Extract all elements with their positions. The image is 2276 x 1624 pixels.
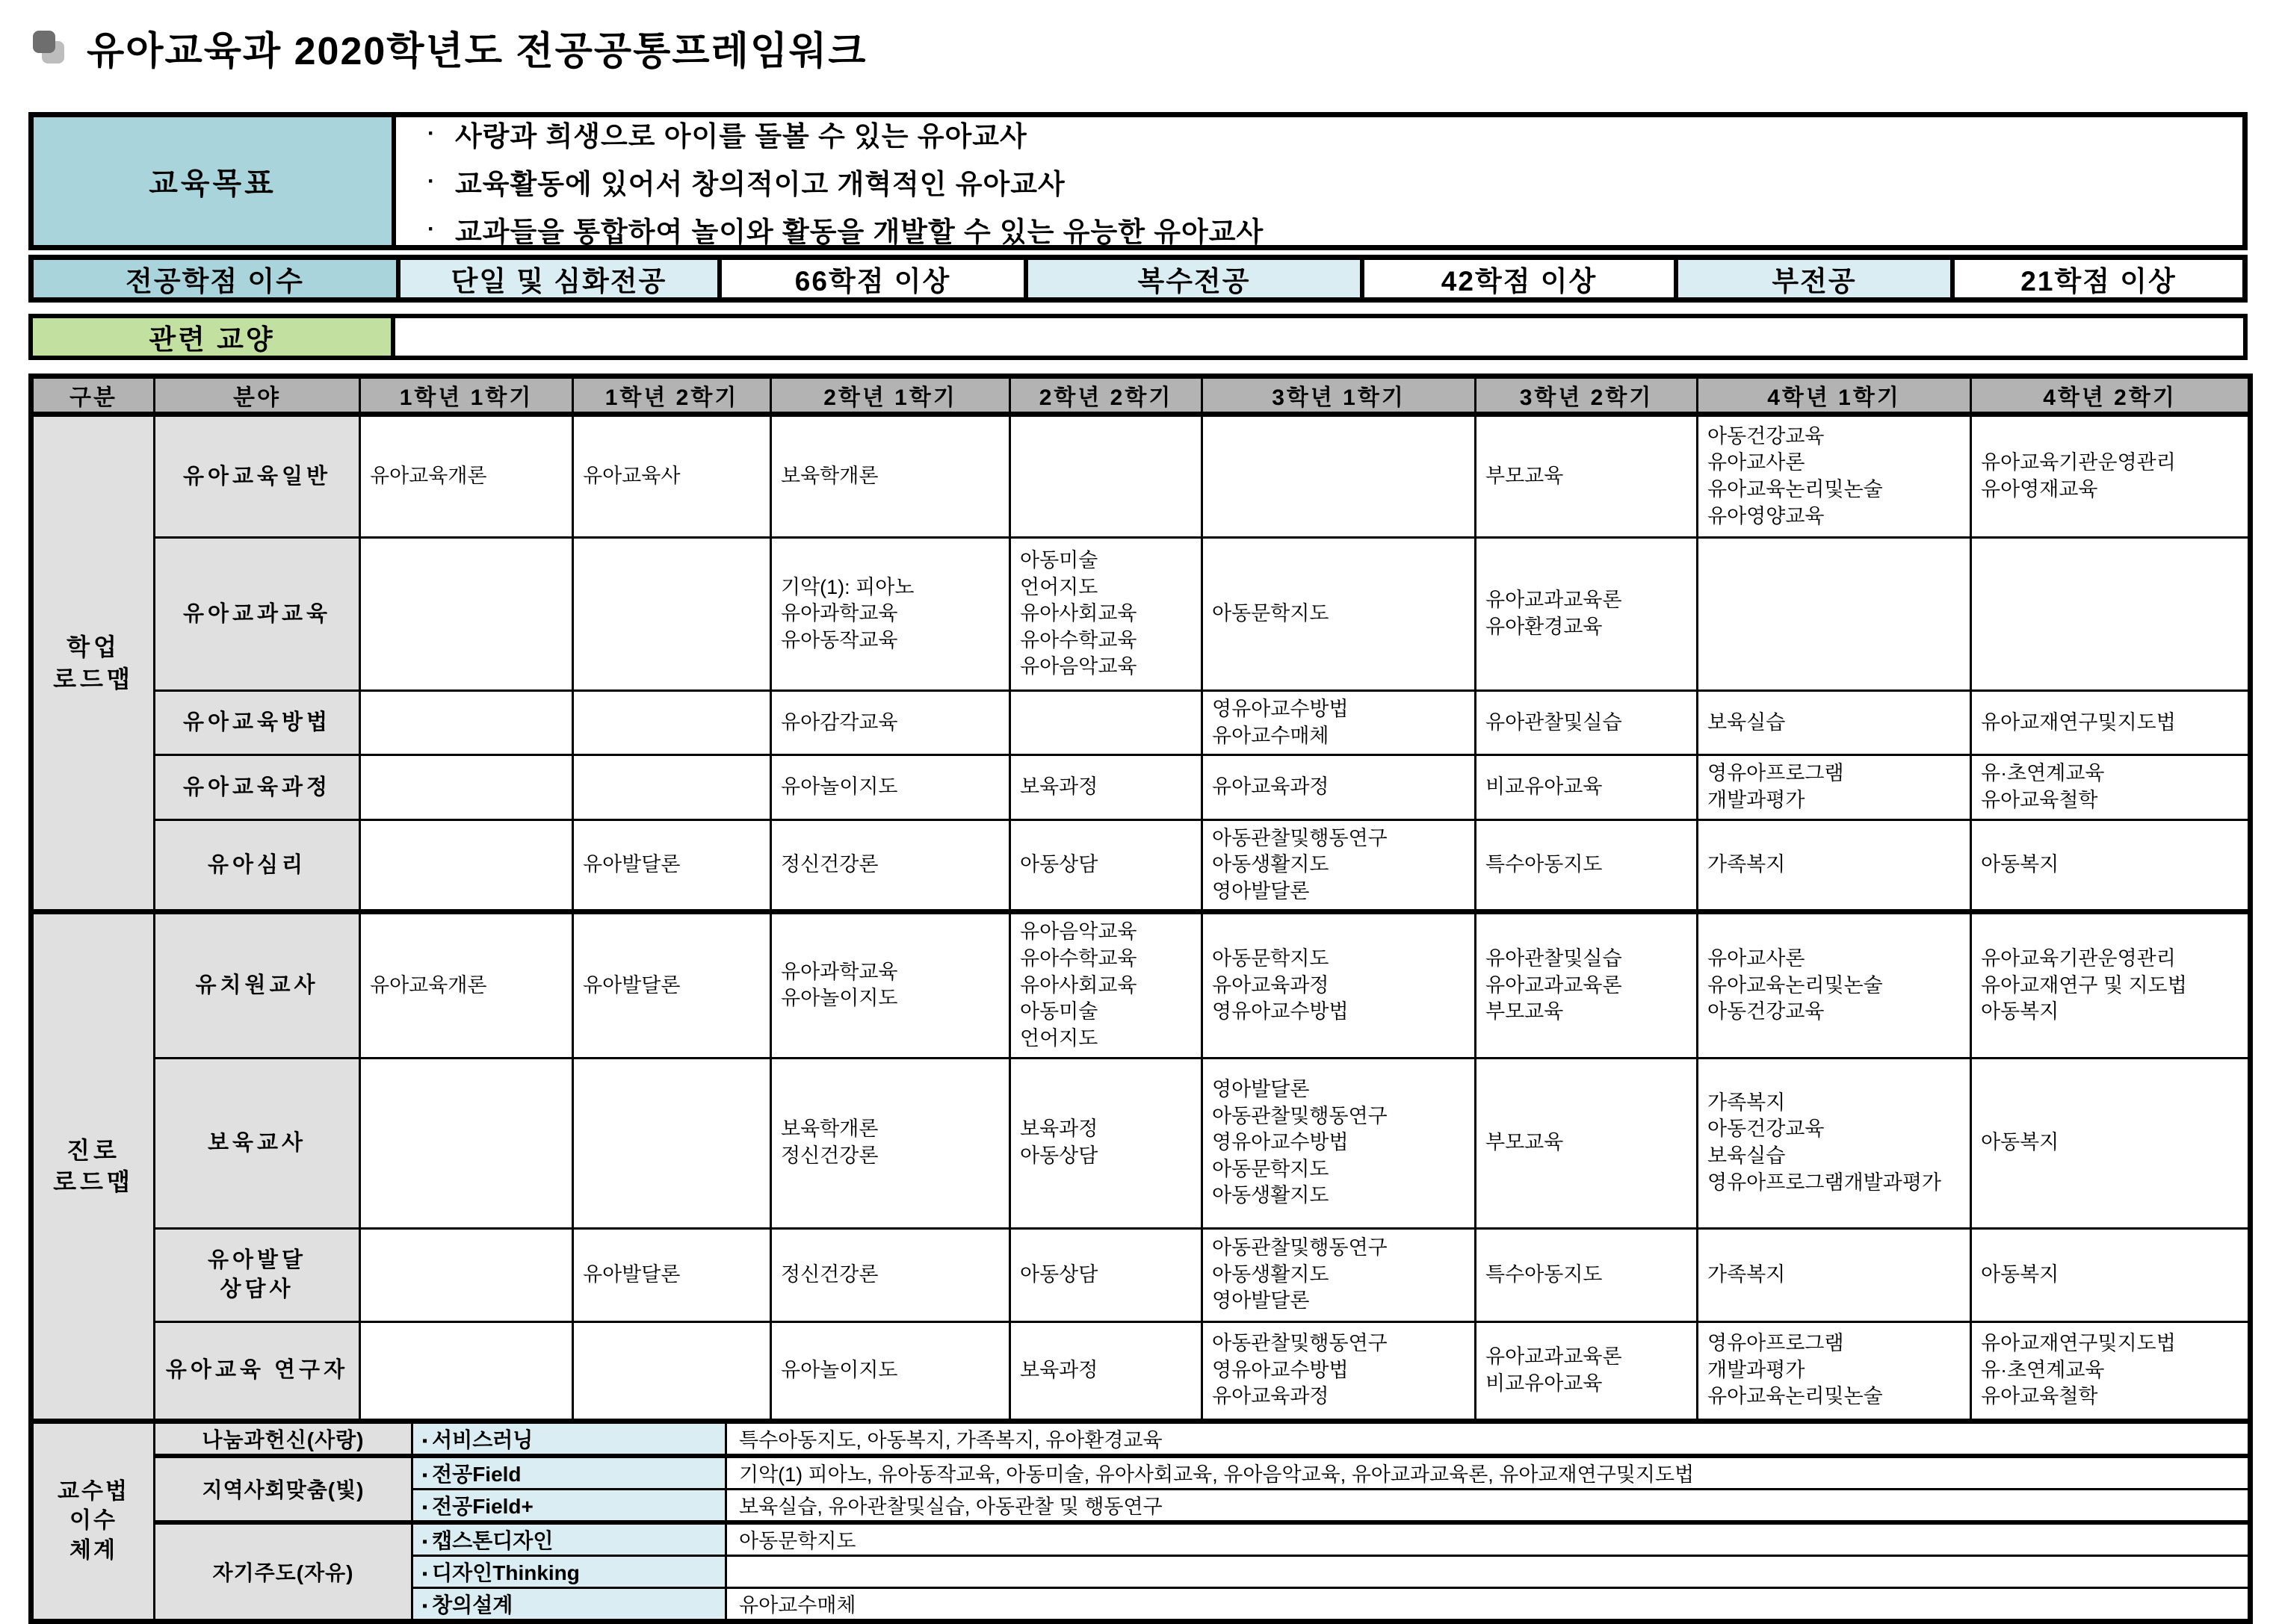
methods-category-cell: 나눔과헌신(사랑)	[155, 1421, 412, 1456]
semester-course-cell	[1202, 912, 1476, 1058]
method-name-cell	[412, 1587, 726, 1621]
field-label-cell	[155, 912, 360, 1058]
course-line: 부모교육	[1485, 465, 1564, 488]
field-label-cell	[155, 538, 360, 691]
course-line: 아동복지	[1981, 1262, 2059, 1286]
group-label-line: 진로	[67, 1137, 120, 1165]
roadmap-row	[31, 691, 2251, 755]
semester-course-cell	[1476, 538, 1698, 691]
method-courses-cell: 기악(1) 피아노, 유아동작교육, 아동미술, 유아사회교육, 유아음악교육, 유아교과교육론, 유아교재연구및지도법	[726, 1456, 2251, 1490]
course-line: 유아수학교육	[1020, 628, 1137, 651]
method-name: 전공Field	[432, 1462, 522, 1486]
semester-course-cell	[573, 691, 771, 755]
course-line: 유아과학교육	[781, 602, 898, 625]
goal-text: 교과들을 통합하여 놀이와 활동을 개발할 수 있는 유능한 유아교사	[455, 216, 1264, 247]
course-line: 유아교육기관운영관리	[1981, 451, 2176, 474]
field-label-cell	[155, 755, 360, 819]
course-line: 영유아교수방법	[1212, 1358, 1349, 1381]
field-label-cell	[155, 1321, 360, 1421]
goal-bullet-icon: ·	[427, 120, 436, 146]
semester-course-cell	[360, 1058, 573, 1228]
course-line: 유아발달론	[583, 853, 681, 876]
method-name: 서비스러닝	[432, 1428, 534, 1451]
course-line: 보육과정	[1020, 1358, 1098, 1381]
related-liberal-arts-content	[395, 318, 2243, 356]
course-line: 유아교과교육론	[1485, 973, 1622, 997]
semester-course-cell	[360, 755, 573, 819]
course-line: 유아음악교육	[1020, 920, 1137, 943]
semester-course-cell	[1971, 912, 2251, 1058]
semester-course-cell	[360, 1321, 573, 1421]
course-line: 개발과평가	[1707, 788, 1805, 811]
roadmap-table-head	[31, 376, 2251, 415]
semester-course-cell	[1971, 755, 2251, 819]
semester-course-cell	[1698, 538, 1971, 691]
semester-course-cell	[1698, 1058, 1971, 1228]
field-label-line: 유아교과교육	[182, 601, 332, 626]
field-label-line: 유아교육방법	[182, 710, 332, 735]
course-line: 아동건강교육	[1707, 424, 1825, 447]
course-line: 아동미술	[1020, 1000, 1098, 1023]
semester-course-cell	[1476, 1228, 1698, 1321]
course-line: 정신건강론	[781, 1262, 879, 1286]
semester-course-cell	[360, 912, 573, 1058]
course-line: 영유아프로그램	[1707, 762, 1844, 785]
semester-course-cell	[771, 538, 1010, 691]
course-line: 유아교육과정	[1212, 775, 1329, 799]
course-line: 개발과평가	[1707, 1358, 1805, 1381]
education-goal-item	[427, 161, 2242, 202]
semester-course-cell	[771, 755, 1010, 819]
course-line: 유아놀이지도	[781, 1358, 898, 1381]
course-line: 비교유아교육	[1485, 775, 1603, 799]
method-name-cell	[412, 1522, 726, 1556]
education-goal-item	[427, 114, 2242, 154]
method-courses-cell	[726, 1555, 2251, 1587]
course-line: 유아교과교육론	[1485, 589, 1622, 612]
methods-table-body	[31, 1421, 2251, 1621]
column-header: 분야	[155, 376, 360, 415]
course-line: 아동건강교육	[1707, 1000, 1825, 1023]
semester-course-cell	[1698, 691, 1971, 755]
semester-course-cell	[1971, 1058, 2251, 1228]
course-line: 유아교육개론	[370, 465, 487, 488]
field-label-line: 유치원교사	[195, 973, 319, 998]
semester-course-cell	[360, 691, 573, 755]
column-header: 2학년 2학기	[1010, 376, 1202, 415]
course-line: 부모교육	[1485, 1131, 1564, 1154]
goal-bullet-icon: ·	[427, 216, 436, 241]
semester-course-cell	[573, 1321, 771, 1421]
methods-row	[31, 1421, 2251, 1456]
column-header: 1학년 1학기	[360, 376, 573, 415]
course-line: 보육학개론	[781, 465, 879, 488]
roadmap-row	[31, 538, 2251, 691]
semester-course-cell	[1010, 538, 1202, 691]
course-line: 기악(1): 피아노	[781, 575, 915, 598]
method-name: 전공Field+	[432, 1494, 534, 1518]
column-header: 1학년 2학기	[573, 376, 771, 415]
course-line: 유아교수매체	[1212, 724, 1329, 747]
course-line: 유·초연계교육	[1981, 762, 2105, 785]
course-line: 가족복지	[1707, 1262, 1786, 1286]
method-courses-cell: 아동문학지도	[726, 1522, 2251, 1556]
course-line: 아동건강교육	[1707, 1118, 1825, 1141]
goal-text: 교육활동에 있어서 창의적이고 개혁적인 유아교사	[455, 168, 1066, 199]
field-label-line: 상담사	[220, 1277, 294, 1301]
course-line: 유아음악교육	[1020, 655, 1137, 678]
method-courses-cell: 특수아동지도, 아동복지, 가족복지, 유아환경교육	[726, 1421, 2251, 1456]
group-label-cell	[31, 912, 155, 1421]
credits-row-label: 전공학점 이수	[34, 260, 396, 297]
semester-course-cell	[771, 1321, 1010, 1421]
major-credits-box	[28, 255, 2248, 303]
semester-course-cell	[1010, 912, 1202, 1058]
course-line: 유아교재연구및지도법	[1981, 1332, 2176, 1355]
course-line: 유아동작교육	[781, 628, 898, 651]
semester-course-cell	[771, 1228, 1010, 1321]
course-line: 유아놀이지도	[781, 987, 898, 1010]
course-line: 영아발달론	[1212, 879, 1310, 902]
method-courses-cell: 보육실습, 유아관찰및실습, 아동관찰 및 행동연구	[726, 1489, 2251, 1522]
course-line: 유아환경교육	[1485, 616, 1603, 638]
course-line: 아동생활지도	[1212, 1262, 1329, 1286]
goal-bullet-icon: ·	[427, 168, 436, 193]
credits-type-double-major: 복수전공	[1024, 260, 1360, 297]
field-label-line: 보육교사	[207, 1130, 307, 1155]
column-header: 구분	[31, 376, 155, 415]
field-label-line: 유아교육 연구자	[165, 1358, 349, 1383]
field-label-line: 유아발달	[207, 1248, 307, 1273]
course-line: 유아발달론	[583, 1262, 681, 1286]
course-line: 아동문학지도	[1212, 947, 1329, 970]
semester-course-cell	[1476, 691, 1698, 755]
roadmap-row	[31, 1058, 2251, 1228]
field-label-line: 유아교육일반	[182, 464, 332, 489]
education-goal-item	[427, 209, 2242, 250]
course-line: 유아교재연구 및 지도법	[1981, 973, 2187, 997]
semester-course-cell	[1698, 755, 1971, 819]
semester-course-cell	[1202, 1228, 1476, 1321]
semester-course-cell	[1971, 819, 2251, 912]
field-label-cell	[155, 415, 360, 538]
semester-course-cell	[573, 912, 771, 1058]
group-label-cell	[31, 415, 155, 912]
course-line: 유아교사론	[1707, 947, 1805, 970]
course-line: 아동관찰및행동연구	[1212, 1236, 1388, 1259]
roadmap-table-grid	[28, 374, 2253, 1424]
methods-category-cell: 자기주도(자유)	[155, 1522, 412, 1622]
course-line: 언어지도	[1020, 575, 1098, 598]
related-liberal-arts-box	[28, 314, 2248, 360]
semester-course-cell	[1202, 1321, 1476, 1421]
semester-course-cell	[1202, 755, 1476, 819]
course-line: 아동문학지도	[1212, 1157, 1329, 1180]
field-label-cell	[155, 819, 360, 912]
course-line: 유아교육과정	[1212, 973, 1329, 997]
roadmap-row	[31, 415, 2251, 538]
column-header: 2학년 1학기	[771, 376, 1010, 415]
roadmap-row	[31, 819, 2251, 912]
column-header: 3학년 2학기	[1476, 376, 1698, 415]
course-line: 유아교육논리및논술	[1707, 478, 1883, 500]
methods-group-line: 체계	[69, 1537, 117, 1563]
course-line: 유아수학교육	[1020, 947, 1137, 970]
semester-course-cell	[1476, 912, 1698, 1058]
semester-course-cell	[1202, 1058, 1476, 1228]
semester-course-cell	[1698, 415, 1971, 538]
course-line: 영유아프로그램개발과평가	[1707, 1171, 1941, 1194]
semester-course-cell	[1010, 1321, 1202, 1421]
semester-course-cell	[1010, 1228, 1202, 1321]
course-line: 유아관찰및실습	[1485, 947, 1622, 970]
method-bullet-icon: ▪	[422, 1499, 428, 1516]
method-bullet-icon: ▪	[422, 1565, 428, 1582]
semester-course-cell	[360, 415, 573, 538]
semester-course-cell	[1202, 691, 1476, 755]
method-name: 캡스톤디자인	[432, 1528, 554, 1552]
semester-course-cell	[1971, 691, 2251, 755]
course-line: 가족복지	[1707, 853, 1786, 876]
method-name-cell	[412, 1421, 726, 1456]
course-line: 유아교육기관운영관리	[1981, 947, 2176, 970]
course-line: 영유아프로그램	[1707, 1332, 1844, 1355]
methods-group-line: 이수	[69, 1508, 117, 1534]
semester-course-cell	[1476, 1321, 1698, 1421]
course-line: 영유아교수방법	[1212, 1000, 1349, 1023]
method-name-cell	[412, 1489, 726, 1522]
course-line: 유아관찰및실습	[1485, 710, 1622, 734]
semester-course-cell	[1971, 415, 2251, 538]
title-bullet-icon	[31, 29, 67, 65]
field-label-cell	[155, 691, 360, 755]
course-line: 아동상담	[1020, 853, 1098, 876]
semester-course-cell	[1476, 1058, 1698, 1228]
roadmap-row	[31, 1228, 2251, 1321]
semester-course-cell	[1476, 415, 1698, 538]
course-line: 유아교육과정	[1212, 1385, 1329, 1408]
methods-row	[31, 1456, 2251, 1490]
semester-course-cell	[573, 819, 771, 912]
field-label-line: 유아교육과정	[182, 775, 332, 799]
method-name-cell	[412, 1555, 726, 1587]
course-line: 영유아교수방법	[1212, 698, 1349, 720]
page-title-row	[31, 21, 2248, 73]
course-line: 아동미술	[1020, 548, 1098, 571]
semester-course-cell	[1971, 538, 2251, 691]
semester-course-cell	[1202, 538, 1476, 691]
course-line: 유아교육개론	[370, 973, 487, 997]
semester-course-cell	[1010, 691, 1202, 755]
course-line: 아동복지	[1981, 1131, 2059, 1154]
course-line: 아동복지	[1981, 1000, 2059, 1023]
teaching-methods-table	[28, 1419, 2248, 1624]
course-line: 유아교사론	[1707, 451, 1805, 474]
goal-text: 사랑과 희생으로 아이를 돌볼 수 있는 유아교사	[455, 120, 1027, 152]
education-goals-content	[396, 117, 2242, 245]
credits-value-minor: 21학점 이상	[1950, 260, 2242, 297]
course-line: 유아과학교육	[781, 960, 898, 983]
methods-row	[31, 1522, 2251, 1556]
course-line: 가족복지	[1707, 1091, 1786, 1114]
course-line: 아동관찰및행동연구	[1212, 826, 1388, 849]
semester-course-cell	[1698, 1321, 1971, 1421]
method-bullet-icon: ▪	[422, 1533, 428, 1550]
semester-course-cell	[1010, 415, 1202, 538]
field-label-line: 유아심리	[207, 852, 307, 877]
course-line: 아동생활지도	[1212, 853, 1329, 876]
field-label-cell	[155, 1228, 360, 1321]
semester-course-cell	[771, 1058, 1010, 1228]
methods-category-cell: 지역사회맞춤(빛)	[155, 1456, 412, 1522]
course-line: 유아사회교육	[1020, 973, 1137, 997]
semester-course-cell	[360, 538, 573, 691]
course-line: 유아교육사	[583, 465, 681, 488]
semester-course-cell	[771, 691, 1010, 755]
course-line: 유아놀이지도	[781, 775, 898, 799]
roadmap-header-row	[31, 376, 2251, 415]
course-line: 정신건강론	[781, 853, 879, 876]
roadmap-table-body	[31, 415, 2251, 1422]
course-line: 특수아동지도	[1485, 853, 1603, 876]
roadmap-row	[31, 1321, 2251, 1421]
group-label-line: 로드맵	[53, 1168, 134, 1196]
course-line: 보육학개론	[781, 1118, 879, 1141]
semester-course-cell	[360, 1228, 573, 1321]
semester-course-cell	[1698, 1228, 1971, 1321]
semester-course-cell	[1010, 755, 1202, 819]
column-header: 4학년 2학기	[1971, 376, 2251, 415]
semester-course-cell	[573, 755, 771, 819]
semester-course-cell	[771, 912, 1010, 1058]
education-goals-label: 교육목표	[34, 117, 396, 245]
field-label-cell	[155, 1058, 360, 1228]
course-line: 유아교재연구및지도법	[1981, 710, 2176, 734]
roadmap-table	[28, 374, 2248, 1424]
semester-course-cell	[1010, 819, 1202, 912]
column-header: 4학년 1학기	[1698, 376, 1971, 415]
roadmap-row	[31, 755, 2251, 819]
page-title: 유아교육과 2020학년도 전공공통프레임워크	[87, 29, 868, 73]
course-line: 정신건강론	[781, 1144, 879, 1167]
semester-course-cell	[360, 819, 573, 912]
course-line: 비교유아교육	[1485, 1372, 1603, 1395]
semester-course-cell	[1698, 819, 1971, 912]
course-line: 유아감각교육	[781, 710, 898, 734]
course-line: 유아사회교육	[1020, 602, 1137, 625]
semester-course-cell	[1202, 415, 1476, 538]
column-header: 3학년 1학기	[1202, 376, 1476, 415]
semester-course-cell	[573, 1228, 771, 1321]
semester-course-cell	[771, 819, 1010, 912]
related-liberal-arts-label: 관련 교양	[33, 318, 395, 356]
course-line: 아동문학지도	[1212, 602, 1329, 625]
method-bullet-icon: ▪	[422, 1432, 428, 1449]
course-line: 아동상담	[1020, 1144, 1098, 1167]
course-line: 특수아동지도	[1485, 1262, 1603, 1286]
method-name-cell	[412, 1456, 726, 1490]
course-line: 영유아교수방법	[1212, 1131, 1349, 1154]
semester-course-cell	[573, 415, 771, 538]
semester-course-cell	[1476, 755, 1698, 819]
semester-course-cell	[1971, 1321, 2251, 1421]
semester-course-cell	[771, 415, 1010, 538]
course-line: 아동관찰및행동연구	[1212, 1332, 1388, 1355]
method-courses-cell: 유아교수매체	[726, 1587, 2251, 1621]
course-line: 유아교과교육론	[1485, 1345, 1622, 1368]
course-line: 보육과정	[1020, 775, 1098, 799]
course-line: 유아교육철학	[1981, 788, 2098, 811]
semester-course-cell	[1971, 1228, 2251, 1321]
methods-group-label-cell	[31, 1421, 155, 1621]
semester-course-cell	[1202, 819, 1476, 912]
course-line: 아동복지	[1981, 853, 2059, 876]
credits-type-single-intensive: 단일 및 심화전공	[396, 260, 717, 297]
course-line: 유아교육논리및논술	[1707, 973, 1883, 997]
course-line: 유아교육철학	[1981, 1385, 2098, 1408]
methods-table-grid	[28, 1419, 2253, 1624]
roadmap-row	[31, 912, 2251, 1058]
method-bullet-icon: ▪	[422, 1597, 428, 1614]
methods-group-line: 교수법	[58, 1478, 129, 1504]
credits-value-double-major: 42학점 이상	[1360, 260, 1674, 297]
semester-course-cell	[1476, 819, 1698, 912]
course-line: 보육과정	[1020, 1118, 1098, 1141]
course-line: 부모교육	[1485, 1000, 1564, 1023]
course-line: 유·초연계교육	[1981, 1358, 2105, 1381]
education-goals-box	[28, 112, 2248, 250]
course-line: 유아영양교육	[1707, 504, 1825, 527]
method-name: 창의설계	[432, 1593, 513, 1617]
course-line: 보육실습	[1707, 1144, 1786, 1167]
method-name: 디자인Thinking	[432, 1561, 580, 1584]
credits-type-minor: 부전공	[1674, 260, 1950, 297]
course-line: 보육실습	[1707, 710, 1786, 734]
course-line: 언어지도	[1020, 1026, 1098, 1050]
course-line: 아동생활지도	[1212, 1184, 1329, 1207]
course-line: 유아발달론	[583, 973, 681, 997]
bullet-front-square	[33, 31, 55, 53]
semester-course-cell	[1010, 1058, 1202, 1228]
semester-course-cell	[1698, 912, 1971, 1058]
credits-value-single-intensive: 66학점 이상	[717, 260, 1024, 297]
group-label-line: 학업	[67, 633, 120, 661]
course-line: 영아발달론	[1212, 1289, 1310, 1312]
semester-course-cell	[573, 1058, 771, 1228]
course-line: 유아영재교육	[1981, 478, 2098, 500]
course-line: 유아교육논리및논술	[1707, 1385, 1883, 1408]
course-line: 아동상담	[1020, 1262, 1098, 1286]
course-line: 영아발달론	[1212, 1077, 1310, 1100]
method-bullet-icon: ▪	[422, 1466, 428, 1484]
course-line: 아동관찰및행동연구	[1212, 1104, 1388, 1127]
group-label-line: 로드맵	[53, 665, 134, 692]
semester-course-cell	[573, 538, 771, 691]
